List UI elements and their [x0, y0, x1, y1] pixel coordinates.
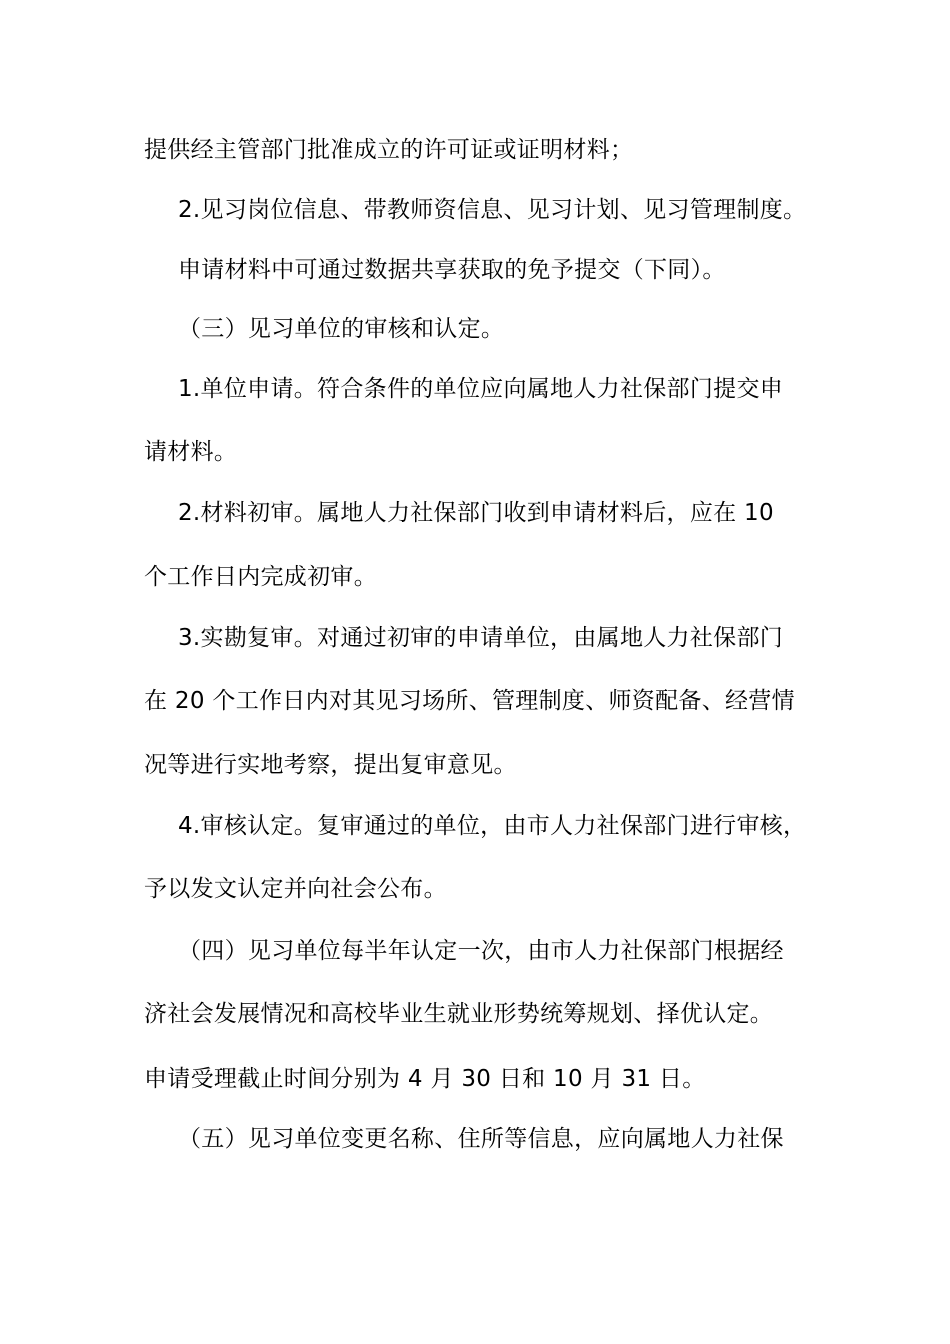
text-line-11: 况等进行实地考察，提出复审意见。	[144, 752, 517, 778]
text-line-10: 在 20 个工作日内对其见习场所、管理制度、师资配备、经营情	[144, 688, 795, 714]
text-line-15: 济社会发展情况和高校毕业生就业形势统筹规划、择优认定。	[144, 1001, 774, 1027]
section-heading-5: （五）见习单位变更名称、住所等信息，应向属地人力社保	[178, 1126, 784, 1152]
text-line-9: 3.实勘复审。对通过初审的申请单位，由属地人力社保部门	[178, 625, 784, 651]
section-heading-4: （四）见习单位每半年认定一次，由市人力社保部门根据经	[178, 938, 784, 964]
text-line-13: 予以发文认定并向社会公布。	[144, 876, 447, 902]
text-line-6: 请材料。	[144, 439, 238, 465]
text-line-12: 4.审核认定。复审通过的单位，由市人力社保部门进行审核，	[178, 813, 807, 839]
text-line-16: 申请受理截止时间分别为 4 月 30 日和 10 月 31 日。	[144, 1066, 706, 1092]
section-heading-3: （三）见习单位的审核和认定。	[178, 316, 505, 342]
text-line-8: 个工作日内完成初审。	[144, 564, 377, 590]
text-line-2: 2.见习岗位信息、带教师资信息、见习计划、见习管理制度。	[178, 197, 807, 223]
text-line-1: 提供经主管部门批准成立的许可证或证明材料；	[144, 137, 634, 163]
text-line-5: 1.单位申请。符合条件的单位应向属地人力社保部门提交申	[178, 376, 784, 402]
text-line-3: 申请材料中可通过数据共享获取的免予提交（下同）。	[178, 257, 726, 283]
text-line-7: 2.材料初审。属地人力社保部门收到申请材料后，应在 10	[178, 500, 774, 526]
